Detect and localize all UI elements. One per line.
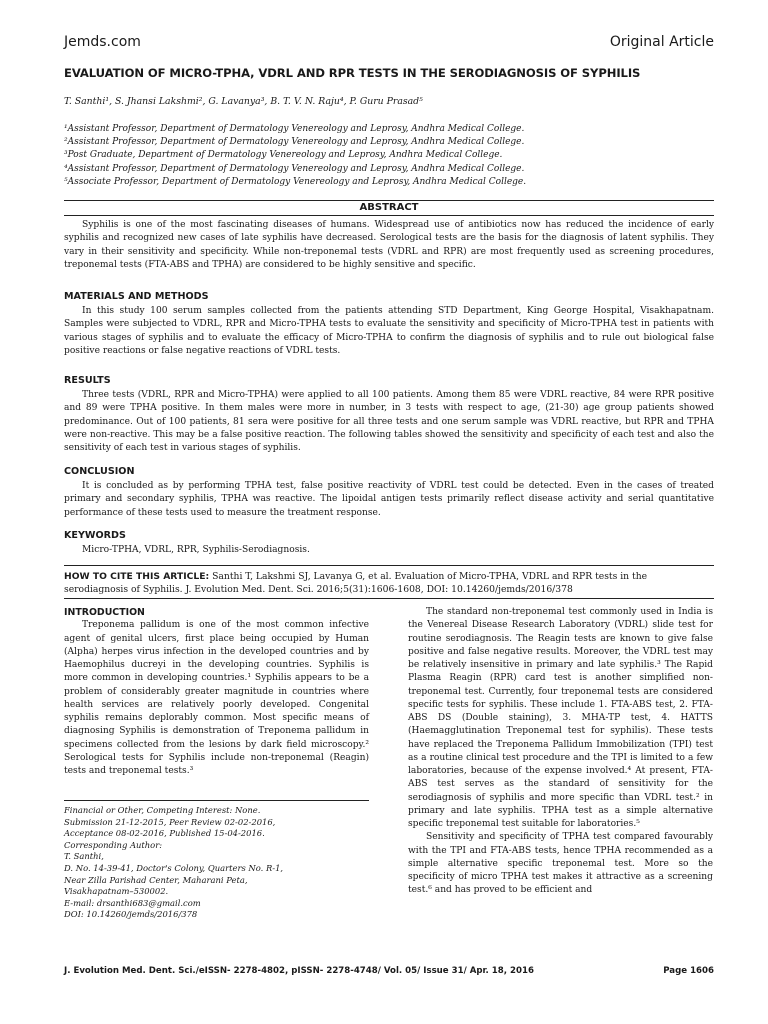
conclusion-text: It is concluded as by performing TPHA test, false positive reactivity of VDRL test could be detected. Even in the cases of treated primary and secondary syphilis, TPHA was reactive. The lipoidal antigen tests primarily reflect disease activity and serial quantitative performance of these tests used to measure the treatment response. <box>64 481 714 518</box>
footnote-doi: DOI: 10.14260/jemds/2016/378 <box>64 909 198 920</box>
abstract-header-box <box>64 200 714 216</box>
article-type: Original Article <box>609 34 714 50</box>
affiliation-2: ²Assistant Professor, Department of Dermatology Venereology and Leprosy, Andhra Medical College. <box>64 137 525 148</box>
citation-text: Santhi T, Lakshmi SJ, Lavanya G, et al. Evaluation of Micro-TPHA, VDRL and RPR tests in the serodiagnosis of Syphilis. J. Evolution Med. Dent. Sci. 2016;5(31):1606-1608, DOI: 10.14260/jemds/2016/378 <box>64 571 648 596</box>
article-title: EVALUATION OF MICRO-TPHA, VDRL AND RPR TESTS IN THE SERODIAGNOSIS OF SYPHILIS <box>64 66 641 80</box>
journal-site: Jemds.com <box>64 34 141 50</box>
results-heading: RESULTS <box>64 375 111 386</box>
cite-top-rule <box>64 565 714 566</box>
footnote-address-2: Near Zilla Parishad Center, Maharani Peta, <box>64 874 248 885</box>
introduction-heading: INTRODUCTION <box>64 607 145 618</box>
citation-label: HOW TO CITE THIS ARTICLE: <box>64 571 210 582</box>
conclusion-heading: CONCLUSION <box>64 466 135 477</box>
methods-heading: MATERIALS AND METHODS <box>64 291 209 302</box>
keywords-heading: KEYWORDS <box>64 530 126 541</box>
footnote-competing-interest: Financial or Other, Competing Interest: None. <box>64 805 261 815</box>
footnote-author-name: T. Santhi, <box>64 851 104 862</box>
affiliation-3: ³Post Graduate, Department of Dermatology Venereology and Leprosy, Andhra Medical College. <box>64 150 503 161</box>
footnote-box <box>64 800 369 921</box>
results-text: Three tests (VDRL, RPR and Micro-TPHA) were applied to all 100 patients. Among them 85 were VDRL reactive, 84 were RPR positive and 89 were TPHA positive. In them males were more in number, in 3 tests with respect to age, (21-30) age group patients showed predominance. Out of 100 patients, 81 sera were positive for all three tests and one serum sample was VDRL reactive, but RPR and TPHA were non-reactive. This may be a false positive reaction. The following tables showed the sensitivity and specificity of each test and also the sensitivity of each test in various stages of syphilis. <box>64 390 714 454</box>
introduction-text: Treponema pallidum is one of the most common infective agent of genital ulcers, first place being occupied by Human (Alpha) herpes virus infection in the developed countries and by Haemophilus ducreyi in the developing countries. Syphilis is more common in developing countries.¹ Syphilis appears to be a problem of considerably greater magnitude in countries where health services are relatively poorly developed. Congenital syphilis remains deplorably common. Most specific means of diagnosing Syphilis is demonstration of Treponema pallidum in specimens collected from the lesions by dark field microscopy.² Serological tests for Syphilis include non-treponemal (Reagin) tests and treponemal tests.³ <box>64 620 369 776</box>
footnote-email: E-mail: drsanthi683@gmail.com <box>64 897 201 908</box>
footnote-corresponding-label: Corresponding Author: <box>64 839 163 850</box>
abstract-intro: Syphilis is one of the most fascinating diseases of humans. Widespread use of antibiotics now has reduced the incidence of early syphilis and recognized new cases of late syphilis have decreased. Serological tests are the basis for the diagnosis of latent syphilis. They vary in their sensitivity and specificity. While non-treponemal tests (VDRL and RPR) are most frequently used as screening procedures, treponemal tests (FTA-ABS and TPHA) are considered to be highly sensitive and specific. <box>64 220 714 270</box>
footnote-acceptance: Acceptance 08-02-2016, Published 15-04-2016. <box>64 828 265 839</box>
left-column <box>64 606 369 778</box>
author-list: T. Santhi¹, S. Jhansi Lakshmi², G. Lavanya³, B. T. V. N. Raju⁴, P. Guru Prasad⁵ <box>64 96 423 107</box>
footnote-submission: Submission 21-12-2015, Peer Review 02-02-2016, <box>64 816 276 827</box>
affiliations <box>64 123 724 189</box>
footnote-address-1: D. No. 14-39-41, Doctor's Colony, Quarters No. R-1, <box>64 862 284 873</box>
keywords-text: Micro-TPHA, VDRL, RPR, Syphilis-Serodiagnosis. <box>82 545 310 555</box>
affiliation-4: ⁴Assistant Professor, Department of Dermatology Venereology and Leprosy, Andhra Medical College. <box>64 163 525 174</box>
footer-journal-info: J. Evolution Med. Dent. Sci./eISSN- 2278-4802, pISSN- 2278-4748/ Vol. 05/ Issue 31/ Apr. 18, 2016 <box>64 966 534 976</box>
cite-bottom-rule <box>64 598 714 599</box>
right-paragraph-1: The standard non-treponemal test commonly used in India is the Venereal Disease Research Laboratory (VDRL) slide test for routine serodiagnosis. The Reagin tests are known to give false positive and false negative results. Moreover, the VDRL test may be relatively insensitive in primary and late syphilis.³ The Rapid Plasma Reagin (RPR) card test is another simplified non-treponemal test. Currently, four treponemal tests are considered specific tests for syphilis. These include 1. FTA-ABS test, 2. FTA-ABS DS (Double staining), 3. MHA-TP test, 4. HATTS (Haemagglutination Treponemal test for syphilis). These tests have replaced the Treponema Pallidum Immobilization (TPI) test as a routine clinical test procedure and the TPI is limited to a few laboratories, because of the expense involved.⁴ At present, FTA-ABS test serves as the standard of sensitivity for the serodiagnosis of syphilis and more specific than VDRL test.² in primary and late syphilis. TPHA test as a simple alternative specific treponemal test suitable for laboratories.⁵ <box>408 607 713 829</box>
right-paragraph-2: Sensitivity and specificity of TPHA test compared favourably with the TPI and FTA-ABS tests, hence TPHA recommended as a simple alternative specific treponemal test. More so the specificity of micro TPHA test makes it attractive as a screening test.⁶ and has proved to be efficient and <box>408 832 713 896</box>
affiliation-5: ⁵Associate Professor, Department of Dermatology Venereology and Leprosy, Andhra Medical College. <box>64 176 527 187</box>
methods-text: In this study 100 serum samples collected from the patients attending STD Department, King George Hospital, Visakhapatnam. Samples were subjected to VDRL, RPR and Micro-TPHA tests to evaluate the sensitivity and specificity of Micro-TPHA test in patients with various stages of syphilis and to evaluate the efficacy of Micro-TPHA to confirm the diagnosis of syphilis and to rule out biological false positive reactions or false negative reactions of VDRL tests. <box>64 306 714 356</box>
abstract-heading: ABSTRACT <box>359 202 419 213</box>
citation-block <box>64 570 714 597</box>
footer-page-number: Page 1606 <box>663 966 714 976</box>
footnote-address-3: Visakhapatnam–530002. <box>64 886 169 897</box>
right-column <box>408 606 713 898</box>
affiliation-1: ¹Assistant Professor, Department of Dermatology Venereology and Leprosy, Andhra Medical College. <box>64 124 525 134</box>
